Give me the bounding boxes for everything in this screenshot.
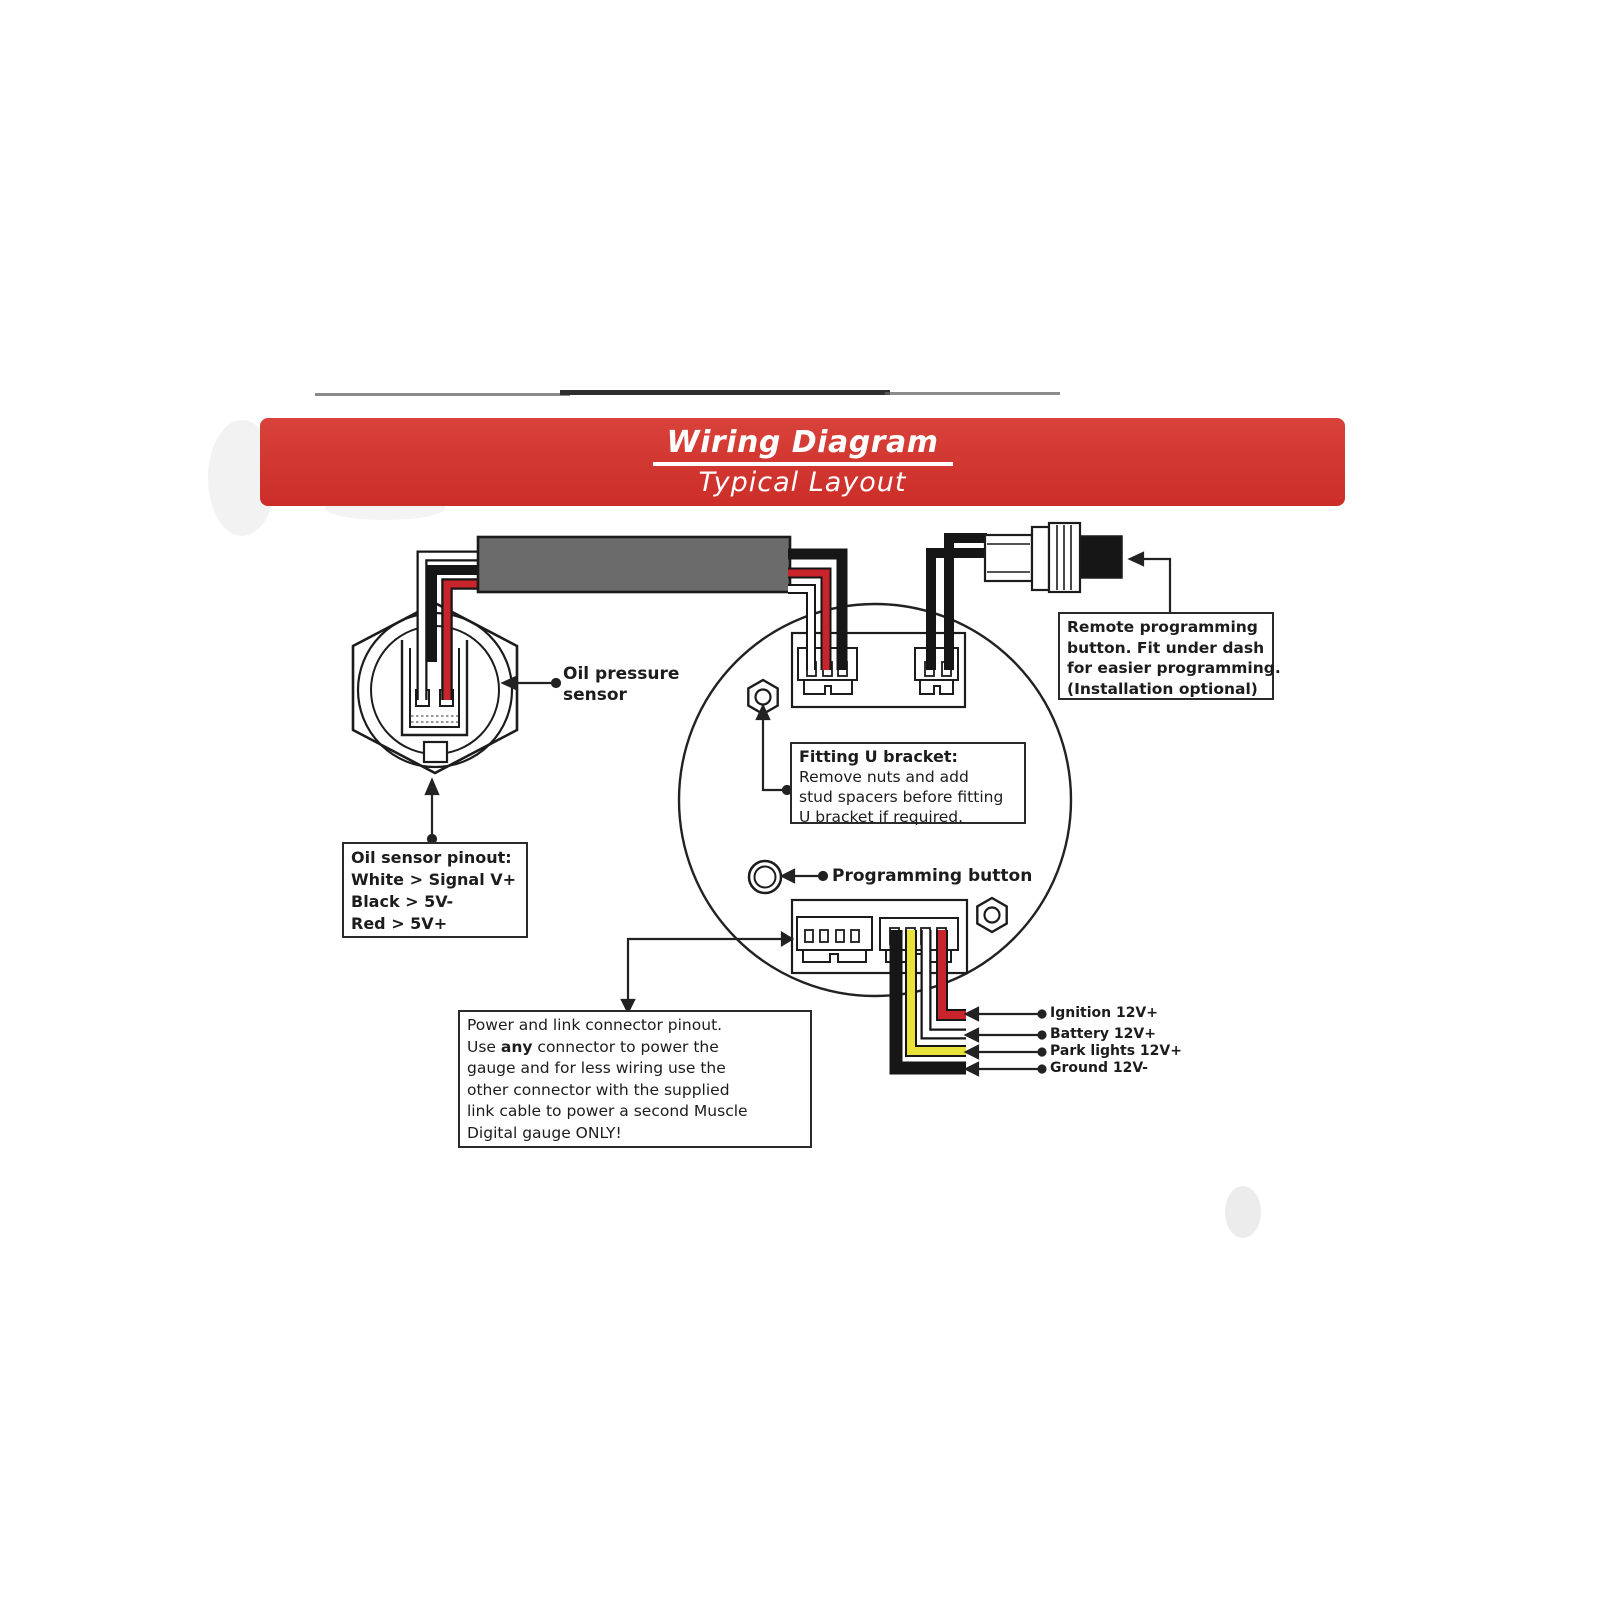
power-line: Power and link connector pinout.	[467, 1016, 723, 1034]
power-line: other connector with the supplied	[467, 1080, 730, 1099]
cable-loom	[478, 537, 790, 592]
power-line: gauge and for less wiring use the	[467, 1059, 726, 1077]
power-line: Digital gauge ONLY!	[467, 1123, 622, 1142]
banner-underline	[653, 462, 953, 466]
oil-pressure-sensor-label-line2: sensor	[563, 685, 627, 705]
wire-label-battery: Battery 12V+	[1050, 1026, 1156, 1042]
remote-programming-box	[1058, 612, 1281, 700]
wire-label-ground: Ground 12V-	[1050, 1060, 1148, 1076]
programming-button-label: Programming button	[832, 866, 1033, 886]
u-bracket-line: stud spacers before fitting	[799, 788, 1004, 806]
title-banner	[260, 418, 1345, 506]
pinout-line: Red > 5V+	[351, 914, 448, 933]
power-link-connector-box	[458, 1010, 812, 1148]
oil-pressure-sensor-label-line1: Oil pressure	[563, 664, 680, 684]
remote-line: button. Fit under dash	[1067, 638, 1265, 657]
remote-line: (Installation optional)	[1067, 679, 1258, 698]
fitting-u-bracket-box	[790, 742, 1026, 824]
pinout-line: Black > 5V-	[351, 892, 454, 911]
top-connector-housing	[792, 633, 965, 707]
banner-subtitle: Typical Layout	[698, 466, 907, 498]
oil-sensor-pinout-box	[342, 842, 528, 938]
u-bracket-line: Remove nuts and add	[799, 768, 969, 786]
remote-push-button	[985, 523, 1122, 592]
u-bracket-heading: Fitting U bracket:	[799, 747, 958, 766]
wire-label-ignition: Ignition 12V+	[1050, 1005, 1158, 1021]
pinout-line: White > Signal V+	[351, 870, 517, 889]
u-bracket-line: U bracket if required.	[799, 808, 964, 826]
power-line2-post: connector to power the	[532, 1037, 719, 1056]
stud-nut-icon-bottom	[977, 898, 1006, 932]
oil-pressure-sensor-label	[563, 664, 679, 706]
power-line: link cable to power a second Muscle	[467, 1102, 748, 1120]
pinout-line: Oil sensor pinout:	[351, 848, 512, 867]
power-line2-bold: any	[500, 1037, 533, 1056]
banner-title: Wiring Diagram	[666, 424, 939, 460]
remote-line: Remote programming	[1067, 618, 1258, 636]
power-line	[467, 1037, 803, 1059]
remote-line: for easier programming.	[1067, 659, 1281, 677]
power-line2-pre: Use	[467, 1037, 501, 1056]
wire-label-park-lights: Park lights 12V+	[1050, 1043, 1182, 1059]
